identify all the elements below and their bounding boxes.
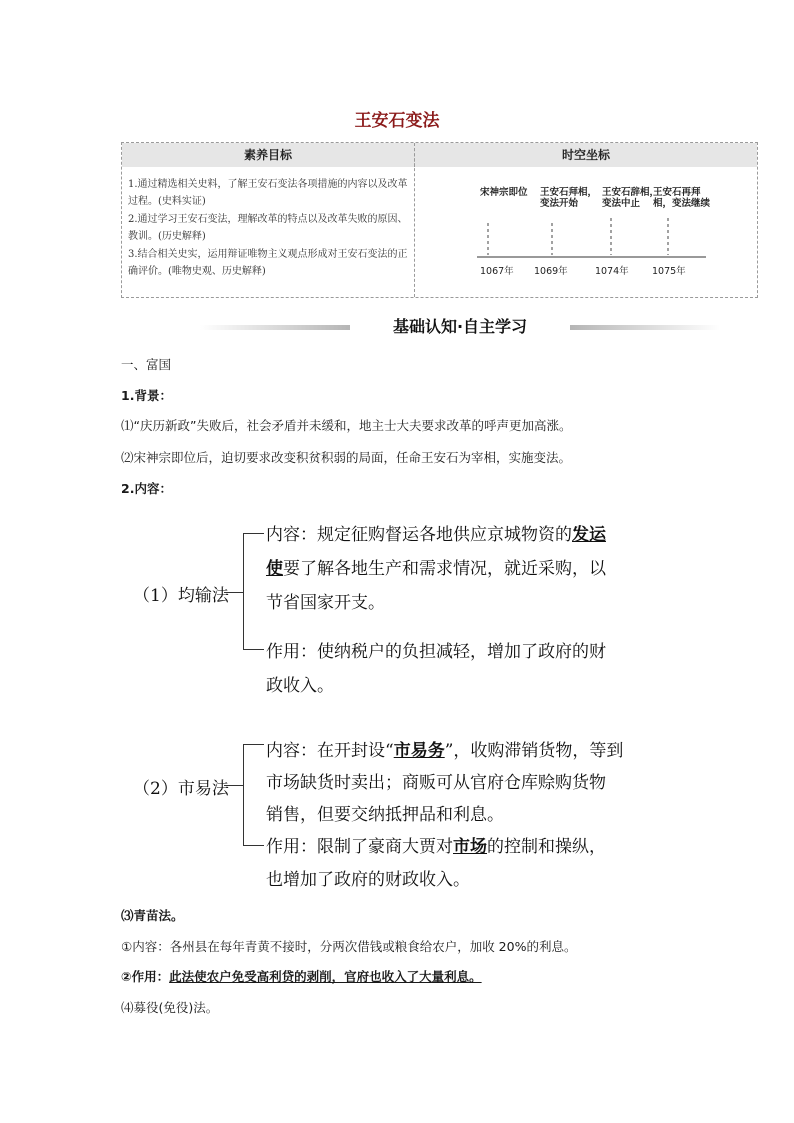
measure-heading: ⑶青苗法。	[121, 908, 184, 923]
timeline-year: 1069年	[534, 266, 568, 277]
timeline-header: 时空坐标	[415, 143, 757, 167]
measure-heading: ⑷募役(免役)法。	[121, 1000, 219, 1015]
measure-content: 使要了解各地生产和需求情况，就近采购，以	[266, 559, 606, 579]
bracket	[243, 533, 264, 650]
measure-content: 内容：规定征购督运各地供应京城物资的发运	[266, 525, 606, 545]
timeline-event: 王安石辞相，变法中止	[602, 187, 660, 209]
background-point: ⑵宋神宗即位后，迫切要求改变积贫积弱的局面，任命王安石为宰相，实施变法。	[121, 450, 572, 465]
measure-effect: 政收入。	[266, 676, 334, 696]
bracket	[243, 744, 264, 846]
timeline-event: 王安石再拜相，变法继续	[653, 187, 711, 209]
bracket-stem	[224, 785, 243, 786]
section-heading: 一、富国	[121, 357, 172, 372]
banner-bar-right	[570, 325, 720, 330]
content-heading: 2.内容：	[121, 481, 172, 496]
timeline-event: 王安石拜相，变法开始	[540, 187, 598, 209]
measure-effect: 作用：使纳税户的负担减轻，增加了政府的财	[266, 642, 606, 662]
measure-effect: ②作用：此法使农户免受高利贷的剥削，官府也收入了大量利息。	[121, 969, 482, 984]
measure-content: 节省国家开支。	[266, 593, 385, 613]
measure-label: （1）均输法	[133, 586, 229, 606]
measure-content: 市场缺货时卖出；商贩可从官府仓库赊购货物	[266, 773, 606, 793]
measure-label: （2）市易法	[133, 779, 229, 799]
timeline-event: 宋神宗即位	[480, 187, 528, 198]
background-heading: 1.背景：	[121, 388, 172, 403]
section-banner	[200, 312, 720, 340]
timeline-year: 1074年	[595, 266, 629, 277]
banner-title: 基础认知·自主学习	[392, 317, 528, 336]
goals-header: 素养目标	[122, 143, 415, 167]
measure-content: ①内容：各州县在每年青黄不接时，分两次借钱或粮食给农户，加收 20%的利息。	[121, 939, 577, 954]
timeline-year: 1075年	[652, 266, 686, 277]
goal-item: 3.结合相关史实，运用辩证唯物主义观点形成对王安石变法的正确评价。(唯物史观、历史解释)	[128, 249, 408, 277]
bracket-stem	[224, 592, 243, 593]
banner-bar-left	[200, 325, 350, 330]
measure-effect: 也增加了政府的财政收入。	[266, 870, 470, 890]
background-point: ⑴“庆历新政”失败后，社会矛盾并未缓和，地主士大夫要求改革的呼声更加高涨。	[121, 418, 572, 433]
goals-table	[121, 142, 758, 298]
goal-item: 2.通过学习王安石变法，理解改革的特点以及改革失败的原因、教训。(历史解释)	[128, 214, 408, 242]
page-title: 王安石变法	[354, 111, 440, 131]
measure-content: 内容：在开封设“市易务”，收购滞销货物，等到	[266, 741, 624, 761]
goal-item: 1.通过精选相关史料，了解王安石变法各项措施的内容以及改革过程。(史料实证)	[128, 179, 408, 207]
measure-effect: 作用：限制了豪商大贾对市场的控制和操纵，	[266, 837, 606, 857]
timeline-year: 1067年	[480, 266, 514, 277]
measure-content: 销售，但要交纳抵押品和利息。	[266, 805, 504, 825]
